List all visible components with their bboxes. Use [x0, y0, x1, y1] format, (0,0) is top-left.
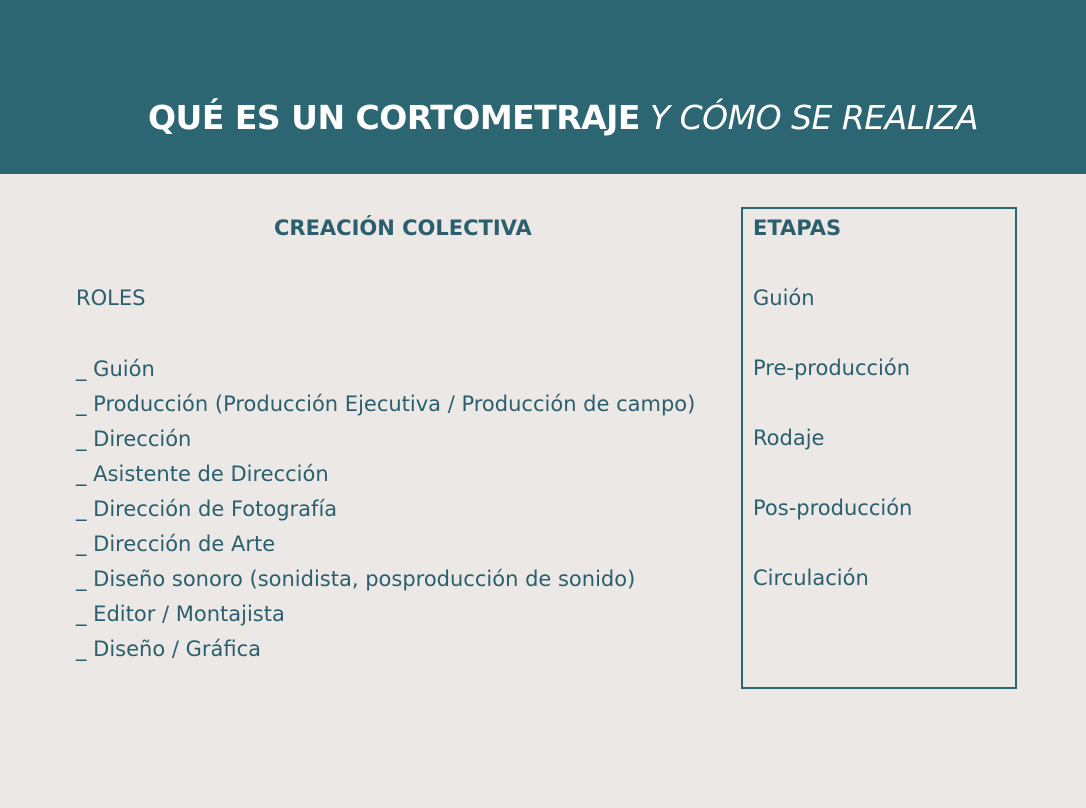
stage-item-posproduccion: Pos-producción — [753, 496, 913, 520]
stage-item-circulacion: Circulación — [753, 566, 869, 590]
role-item-direccion-fotografia: _ Dirección de Fotografía — [76, 497, 338, 521]
role-item-asistente-direccion: _ Asistente de Dirección — [76, 462, 329, 486]
creacion-colectiva-heading: CREACIÓN COLECTIVA — [274, 216, 532, 240]
page-title — [0, 96, 1086, 140]
stage-item-rodaje: Rodaje — [753, 426, 825, 450]
role-item-guion: _ Guión — [76, 357, 155, 381]
stage-item-preproduccion: Pre-producción — [753, 356, 911, 380]
role-item-diseno-sonoro: _ Diseño sonoro (sonidista, posproducción de sonido) — [76, 567, 636, 591]
role-item-direccion-arte: _ Dirección de Arte — [76, 532, 276, 556]
role-item-produccion: _ Producción (Producción Ejecutiva / Producción de campo) — [76, 392, 696, 416]
etapas-heading: ETAPAS — [753, 216, 842, 240]
roles-label: ROLES — [76, 286, 146, 310]
header-banner — [0, 0, 1086, 174]
title-italic: Y CÓMO SE REALIZA — [649, 98, 979, 137]
roles-list — [76, 352, 695, 667]
title-bold: QUÉ ES UN CORTOMETRAJE — [147, 98, 640, 137]
etapas-list — [753, 282, 912, 632]
role-item-direccion: _ Dirección — [76, 427, 192, 451]
role-item-diseno-grafica: _ Diseño / Gráfica — [76, 637, 262, 661]
stage-item-guion: Guión — [753, 286, 815, 310]
role-item-editor: _ Editor / Montajista — [76, 602, 285, 626]
